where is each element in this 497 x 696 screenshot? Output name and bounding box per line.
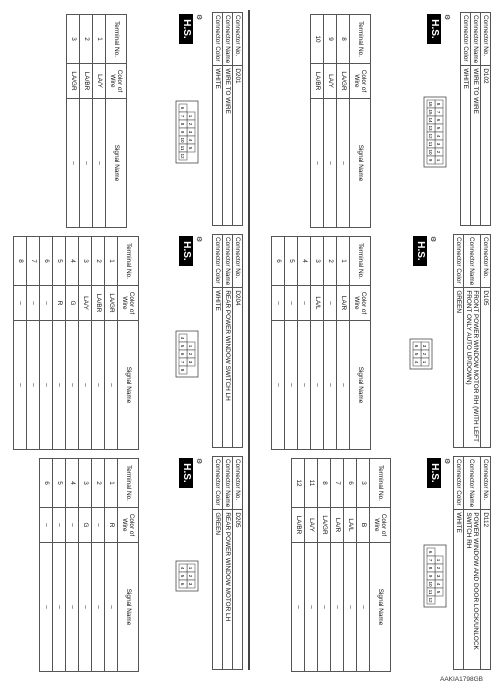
pin-top-number: 2 [187, 574, 193, 578]
col-signal-name-header: Signal Name [105, 99, 126, 228]
connector-color-value: WHITE [212, 288, 222, 448]
connector-no-value: D105 [480, 288, 490, 448]
connector-color-label: Connector Color [453, 457, 463, 510]
pin-top-number: 4 [187, 138, 193, 142]
pin-top-number: 7 [435, 110, 441, 114]
connector-no-value: D201 [232, 66, 242, 226]
wire-color-cell: LA/Y [304, 508, 317, 543]
pin-top-number: 3 [435, 142, 441, 146]
connector-no-value: D205 [232, 510, 242, 670]
wire-color-cell: LA/L [310, 286, 323, 321]
hs-label: H.S. [179, 458, 193, 488]
table-row [297, 237, 310, 450]
terminal-no-cell: 1 [336, 237, 349, 286]
signal-name-cell: – [52, 321, 65, 450]
connector-color-value: GREEN [453, 288, 463, 448]
pin-bottom-number: 7 [179, 360, 185, 364]
terminal-no-cell: 8 [317, 459, 330, 508]
terminal-no-cell: 8 [336, 15, 349, 64]
pin-bottom-number: 4 [413, 360, 419, 364]
pin-top-number: 4 [435, 582, 441, 586]
wire-color-cell: LA/GR [104, 286, 117, 321]
wire-color-cell: – [26, 286, 39, 321]
pin-top-number: 1 [187, 566, 193, 570]
table-row [78, 237, 91, 450]
connector-color-label: Connector Color [460, 13, 470, 66]
col-signal-name-header: Signal Name [349, 321, 370, 450]
connector-header-table [211, 234, 242, 448]
pin-bottom-number: 7 [427, 558, 433, 562]
signal-name-cell: – [39, 321, 52, 450]
table-row [65, 237, 78, 450]
connector-face-diagram [423, 96, 447, 168]
terminal-no-cell: 6 [343, 459, 356, 508]
pin-bottom-number: 6 [427, 550, 433, 554]
signal-name-cell: – [310, 99, 323, 228]
signal-name-cell: – [65, 321, 78, 450]
wire-color-cell: – [13, 286, 26, 321]
pin-top-number: 5 [187, 146, 193, 150]
signal-name-cell: – [91, 543, 104, 672]
connector-panel-2 [255, 234, 491, 448]
pin-top-number: 1 [435, 158, 441, 162]
wire-color-cell: – [271, 286, 284, 321]
pin-bottom-number: 13 [427, 125, 433, 131]
pin-top-number: 3 [421, 344, 427, 348]
table-row [104, 459, 117, 672]
signal-name-cell: – [284, 321, 297, 450]
connector-face-diagram [175, 330, 199, 378]
wire-color-cell: LA/Y [323, 64, 336, 99]
connector-panel-6 [7, 456, 243, 670]
connector-name-value: REAR POWER WINDOW SWITCH LH [222, 288, 232, 448]
pin-top-number: 1 [187, 114, 193, 118]
col-terminal-no-header: Terminal No. [117, 459, 138, 508]
terminal-no-cell: 1 [104, 237, 117, 286]
terminal-no-cell: 5 [52, 459, 65, 508]
connector-name-value: REAR POWER WINDOW MOTOR LH [222, 510, 232, 670]
connector-name-label: Connector Name [463, 235, 480, 288]
col-color-of-wire-header: Color of Wire [349, 64, 370, 99]
pin-top-number: 6 [435, 118, 441, 122]
wire-color-cell: R [52, 286, 65, 321]
connector-no-label: Connector No. [480, 235, 490, 288]
harness-side-icon: ⚙ [442, 14, 450, 21]
wire-color-cell: LA/R [330, 508, 343, 543]
pin-bottom-number: 6 [179, 582, 185, 586]
col-terminal-no-header: Terminal No. [105, 15, 126, 64]
table-row [336, 237, 349, 450]
terminal-no-cell: 5 [284, 237, 297, 286]
wire-color-cell: LA/BR [79, 64, 92, 99]
terminal-no-cell: 1 [92, 15, 105, 64]
terminal-no-cell: 3 [66, 15, 79, 64]
connector-header-table [459, 12, 490, 226]
pin-top-number: 1 [187, 344, 193, 348]
terminal-signal-table [39, 458, 139, 672]
connector-face-diagram [423, 544, 447, 608]
pin-top-number: 4 [435, 134, 441, 138]
table-row [356, 459, 369, 672]
pin-bottom-number: 5 [179, 574, 185, 578]
pin-top-number: 5 [435, 126, 441, 130]
terminal-no-cell: 4 [297, 237, 310, 286]
pin-bottom-number: 11 [179, 145, 185, 151]
pin-bottom-number: 11 [427, 141, 433, 147]
connector-name-value: WIRE TO WIRE [470, 66, 480, 226]
signal-name-cell: – [297, 321, 310, 450]
hs-badge [427, 14, 451, 44]
pin-bottom-number: 10 [427, 149, 433, 155]
table-row [291, 459, 304, 672]
wire-color-cell: – [323, 286, 336, 321]
col-signal-name-header: Signal Name [349, 99, 370, 228]
connector-name-label: Connector Name [222, 235, 232, 288]
lower-row [7, 10, 243, 670]
table-row [26, 237, 39, 450]
connector-name-label: Connector Name [463, 457, 480, 510]
connector-name-value: WIRE TO WIRE [222, 66, 232, 226]
wire-color-cell: – [91, 508, 104, 543]
connector-face-diagram [409, 338, 433, 370]
terminal-no-cell: 2 [323, 237, 336, 286]
pin-bottom-number: 9 [427, 574, 433, 578]
pin-bottom-number: 4 [179, 336, 185, 340]
connector-name-label: Connector Name [222, 457, 232, 510]
table-row [330, 459, 343, 672]
table-row [317, 459, 330, 672]
col-color-of-wire-header: Color of Wire [117, 508, 138, 543]
table-row [13, 237, 26, 450]
terminal-no-cell: 4 [65, 459, 78, 508]
pin-top-number: 2 [187, 122, 193, 126]
terminal-signal-table [271, 236, 371, 450]
hs-label: H.S. [413, 236, 427, 266]
table-row [78, 459, 91, 672]
signal-name-cell: – [78, 543, 91, 672]
signal-name-cell: – [79, 99, 92, 228]
wire-color-cell: LA/L [343, 508, 356, 543]
harness-side-icon: ⚙ [442, 458, 450, 465]
signal-name-cell: – [66, 99, 79, 228]
harness-side-icon: ⚙ [194, 458, 202, 465]
wire-color-cell: LA/BR [291, 508, 304, 543]
table-row [323, 237, 336, 450]
col-terminal-no-header: Terminal No. [349, 237, 370, 286]
pin-bottom-number: 6 [179, 106, 185, 110]
signal-name-cell: – [323, 99, 336, 228]
figure-reference: AAKIA1798GB [440, 676, 483, 683]
hs-label: H.S. [179, 14, 193, 44]
wire-color-cell: B [356, 508, 369, 543]
col-terminal-no-header: Terminal No. [349, 15, 370, 64]
harness-side-icon: ⚙ [194, 236, 202, 243]
pin-bottom-number: 10 [179, 137, 185, 143]
table-row [91, 237, 104, 450]
col-signal-name-header: Signal Name [117, 543, 138, 672]
pin-top-number: 2 [435, 566, 441, 570]
connector-name-label: Connector Name [222, 13, 232, 66]
connector-color-value: WHITE [212, 66, 222, 226]
table-row [39, 459, 52, 672]
terminal-no-cell: 3 [78, 237, 91, 286]
terminal-no-cell: 6 [39, 237, 52, 286]
pin-top-number: 3 [187, 130, 193, 134]
connector-no-label: Connector No. [232, 235, 242, 288]
hs-label: H.S. [427, 14, 441, 44]
hs-badge [179, 14, 203, 44]
connector-header-table [452, 234, 490, 448]
connector-color-value: WHITE [460, 66, 470, 226]
harness-side-icon: ⚙ [194, 14, 202, 21]
wire-color-cell: LA/GR [66, 64, 79, 99]
connector-face-diagram [175, 100, 199, 164]
pin-top-number: 1 [421, 360, 427, 364]
signal-name-cell: – [78, 321, 91, 450]
terminal-no-cell: 2 [91, 459, 104, 508]
hs-badge [179, 236, 203, 266]
wire-color-cell: – [297, 286, 310, 321]
terminal-no-cell: 9 [323, 15, 336, 64]
table-row [343, 459, 356, 672]
table-row [92, 15, 105, 228]
table-row [39, 237, 52, 450]
hs-label: H.S. [179, 236, 193, 266]
table-row [79, 15, 92, 228]
col-terminal-no-header: Terminal No. [369, 459, 390, 508]
wire-color-cell: LA/R [336, 286, 349, 321]
connector-no-value: D112 [480, 510, 490, 670]
pin-bottom-number: 12 [427, 597, 433, 603]
col-signal-name-header: Signal Name [117, 321, 138, 450]
pin-bottom-number: 14 [427, 117, 433, 123]
col-color-of-wire-header: Color of Wire [117, 286, 138, 321]
pin-top-number: 3 [435, 574, 441, 578]
pin-top-number: 2 [187, 352, 193, 356]
wire-color-cell: – [39, 508, 52, 543]
pin-bottom-number: 8 [179, 122, 185, 126]
connector-no-value: D204 [232, 288, 242, 448]
pin-bottom-number: 8 [427, 566, 433, 570]
connector-color-label: Connector Color [212, 235, 222, 288]
connector-color-value: WHITE [453, 510, 463, 670]
connector-no-value: D102 [480, 66, 490, 226]
terminal-no-cell: 4 [65, 237, 78, 286]
terminal-no-cell: 6 [39, 459, 52, 508]
wire-color-cell: LA/GR [336, 64, 349, 99]
pin-bottom-number: 9 [427, 158, 433, 162]
connector-header-table [211, 456, 242, 670]
connector-no-label: Connector No. [480, 457, 490, 510]
table-row [65, 459, 78, 672]
connector-color-value: GREEN [212, 510, 222, 670]
terminal-no-cell: 2 [79, 15, 92, 64]
signal-name-cell: – [271, 321, 284, 450]
terminal-no-cell: 2 [91, 237, 104, 286]
wire-color-cell: R [104, 508, 117, 543]
terminal-no-cell: 3 [310, 237, 323, 286]
signal-name-cell: – [291, 543, 304, 672]
table-row [66, 15, 79, 228]
table-row [304, 459, 317, 672]
signal-name-cell: – [356, 543, 369, 672]
terminal-no-cell: 1 [104, 459, 117, 508]
signal-name-cell: – [304, 543, 317, 672]
table-row [310, 15, 323, 228]
connector-color-label: Connector Color [212, 457, 222, 510]
connector-color-label: Connector Color [212, 13, 222, 66]
wire-color-cell: G [65, 286, 78, 321]
wire-color-cell: LA/BR [310, 64, 323, 99]
table-row [271, 237, 284, 450]
col-color-of-wire-header: Color of Wire [105, 64, 126, 99]
signal-name-cell: – [91, 321, 104, 450]
harness-side-icon: ⚙ [428, 236, 436, 243]
connector-no-label: Connector No. [232, 13, 242, 66]
wire-color-cell: G [78, 508, 91, 543]
pin-top-number: 2 [421, 352, 427, 356]
pin-top-number: 8 [435, 102, 441, 106]
pin-bottom-number: 16 [427, 101, 433, 107]
section-divider [248, 10, 250, 670]
pin-bottom-number: 12 [179, 153, 185, 159]
pin-top-number: 3 [187, 582, 193, 586]
connector-panel-5 [7, 234, 243, 448]
wire-color-cell: LA/Y [92, 64, 105, 99]
hs-label: H.S. [427, 458, 441, 488]
table-row [323, 15, 336, 228]
connector-name-value: FRONT POWER WINDOW MOTOR RH (WITH LEFT FRONT ONLY AUTO UP/DOWN) [463, 288, 480, 448]
connector-color-label: Connector Color [453, 235, 463, 288]
upper-row [255, 10, 491, 670]
hs-badge [179, 458, 203, 488]
pin-bottom-number: 8 [179, 368, 185, 372]
signal-name-cell: – [336, 99, 349, 228]
col-color-of-wire-header: Color of Wire [369, 508, 390, 543]
terminal-no-cell: 12 [291, 459, 304, 508]
wire-color-cell: – [284, 286, 297, 321]
connector-name-value: POWER WINDOW AND DOOR LOCK/UNLOCK SWITCH RH [463, 510, 480, 670]
table-row [52, 459, 65, 672]
signal-name-cell: – [13, 321, 26, 450]
pin-bottom-number: 10 [427, 581, 433, 587]
connector-panel-1 [255, 12, 491, 226]
terminal-signal-table [13, 236, 139, 450]
wire-color-cell: LA/BR [91, 286, 104, 321]
terminal-signal-table [291, 458, 391, 672]
pin-top-number: 1 [435, 558, 441, 562]
pin-top-number: 5 [435, 590, 441, 594]
hs-badge [413, 236, 437, 266]
pin-top-number: 3 [187, 360, 193, 364]
wire-color-cell: – [39, 286, 52, 321]
signal-name-cell: – [323, 321, 336, 450]
connector-name-label: Connector Name [470, 13, 480, 66]
table-row [52, 237, 65, 450]
signal-name-cell: – [310, 321, 323, 450]
connector-header-table [211, 12, 242, 226]
terminal-no-cell: 11 [304, 459, 317, 508]
table-row [310, 237, 323, 450]
connector-face-diagram [175, 560, 199, 592]
pin-bottom-number: 11 [427, 589, 433, 595]
wire-color-cell: LA/Y [78, 286, 91, 321]
pin-bottom-number: 15 [427, 109, 433, 115]
pin-bottom-number: 12 [427, 133, 433, 139]
pin-bottom-number: 6 [179, 352, 185, 356]
signal-name-cell: – [104, 321, 117, 450]
signal-name-cell: – [336, 321, 349, 450]
connector-no-label: Connector No. [232, 457, 242, 510]
terminal-no-cell: 5 [52, 237, 65, 286]
wire-color-cell: – [65, 508, 78, 543]
signal-name-cell: – [52, 543, 65, 672]
table-row [104, 237, 117, 450]
pin-top-number: 2 [435, 150, 441, 154]
pin-bottom-number: 6 [413, 344, 419, 348]
hs-badge [427, 458, 451, 488]
signal-name-cell: – [343, 543, 356, 672]
wire-color-cell: LA/GR [317, 508, 330, 543]
pin-bottom-number: 9 [179, 130, 185, 134]
terminal-no-cell: 3 [78, 459, 91, 508]
signal-name-cell: – [104, 543, 117, 672]
col-signal-name-header: Signal Name [369, 543, 390, 672]
connector-no-label: Connector No. [480, 13, 490, 66]
terminal-signal-table [310, 14, 371, 228]
pin-bottom-number: 7 [179, 114, 185, 118]
signal-name-cell: – [92, 99, 105, 228]
pin-bottom-number: 5 [179, 344, 185, 348]
connector-panel-3 [255, 456, 491, 670]
table-row [284, 237, 297, 450]
signal-name-cell: – [39, 543, 52, 672]
wire-color-cell: – [52, 508, 65, 543]
signal-name-cell: – [317, 543, 330, 672]
connector-header-table [452, 456, 490, 670]
signal-name-cell: – [330, 543, 343, 672]
signal-name-cell: – [26, 321, 39, 450]
table-row [336, 15, 349, 228]
pin-bottom-number: 5 [413, 352, 419, 356]
table-row [91, 459, 104, 672]
rotated-layout [5, 10, 493, 670]
col-terminal-no-header: Terminal No. [117, 237, 138, 286]
pin-bottom-number: 4 [179, 566, 185, 570]
signal-name-cell: – [65, 543, 78, 672]
terminal-no-cell: 3 [356, 459, 369, 508]
terminal-no-cell: 10 [310, 15, 323, 64]
terminal-no-cell: 7 [330, 459, 343, 508]
terminal-no-cell: 6 [271, 237, 284, 286]
terminal-signal-table [66, 14, 127, 228]
col-color-of-wire-header: Color of Wire [349, 286, 370, 321]
terminal-no-cell: 7 [26, 237, 39, 286]
connector-panel-4 [7, 12, 243, 226]
terminal-no-cell: 8 [13, 237, 26, 286]
